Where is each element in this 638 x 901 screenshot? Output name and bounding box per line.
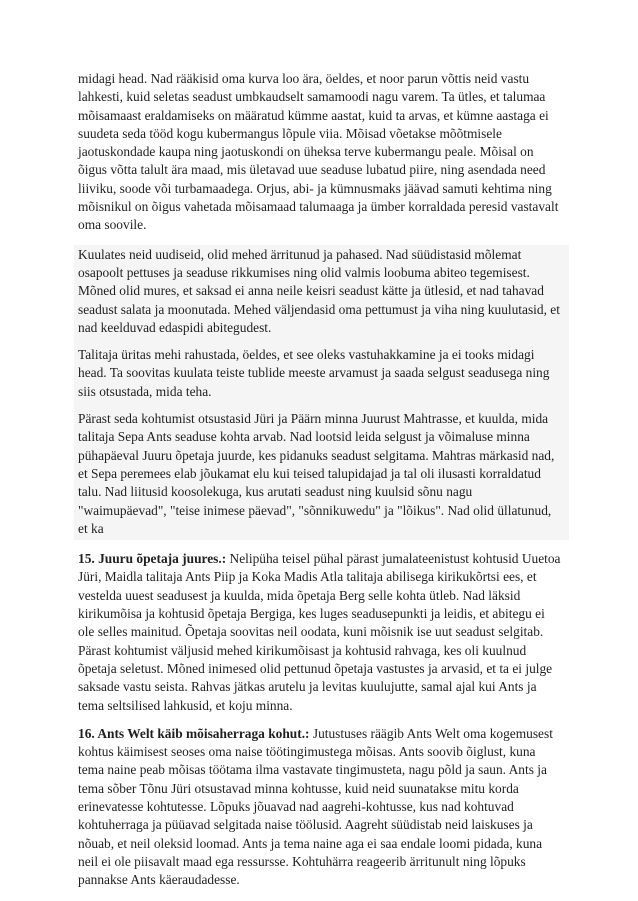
section-15-heading: 15. Juuru õpetaja juures.: [78, 551, 227, 567]
document-page [78, 70, 563, 899]
section-16-body: Jutustuses räägib Ants Welt oma kogemusest kohtus käimisest seoses oma naise töötingimustega mõisas. Ants soovib õiglust, kuna tema naine peab mõisas töötama ilma vastavate tingimusteta, nagu põld ja saun. Ants ja tema sõber Tõnu Jüri otsustavad minna kohtusse, kuid neid suunatakse mitu korda erinevatesse kohtutesse. Lõpuks jõuavad nad aagrehi-kohtusse, kus nad kohtuvad kohtuherraga ja püüavad selgitada naise töölusid. Aagreht süüdistab neid laiskuses ja nõuab, et neil oleksid loomad. Ants ja tema naine aga ei saa endale loomi pidada, kuna neil ei ole piisavalt maad ega ressursse. Kohtuhärra reageerib ärritunult ning lõpuks pannakse Ants käeraudadesse. [78, 725, 553, 888]
section-15-body: Nelipüha teisel pühal pärast jumalateenistust kohtusid Uuetoa Jüri, Maidla talitaja Ants Piip ja Koka Madis Atla talitaja abilisega kirikukõrtsi ees, et vestelda uuest seadusest ja kuulda, mida õpetaja Berg selle kohta ütleb. Nad läksid kirikumõisa ja kohtusid õpetaja Bergiga, kes luges seadusepunkti ja leidis, et abitegu ei ole selles mainitud. Õpetaja soovitas neil oodata, kuni mõisnik ise uut seadust selgitab. Pärast kohtumist väljusid mehed kirikumõisast ja kohtusid rahvaga, kes oli kuulnud õpetaja seletust. Mõned inimesed olid pettunud õpetaja vastustes ja arvasid, et ta ei julge saksade vastu seista. Rahvas jätkas arutelu ja levitas kuulujutte, samal ajal kui Ants ja tema seltsilised lahkusid, et koju minna. [78, 551, 561, 713]
highlighted-section [74, 245, 569, 540]
paragraph-manor-law-report: midagi head. Nad rääkisid oma kurva loo ära, öeldes, et noor parun võttis neid vastu lahkesti, kuid seletas seadust umbkaudselt samamoodi nagu varem. Ta ütles, et talumaa mõisamaast eraldamiseks on määratud kümme aastat, kuid ta arvas, et kümne aastaga ei suudeta seda tööd kogu kubermangus lõpule viia. Mõisad võetakse mõõtmisele jaotuskondade kaupa ning jaotuskondi on üheksa terve kubermangu peale. Mõisal on õigus võtta talult ära maad, mis ületavad uue seaduse lubatud piire, ning asendada need liiviku, soode või turbamaadega. Orjus, abi- ja kümnusmaks jäävad samuti kehtima ning mõisnikul on õigus vahetada mõisamaad talumaaga ja ümber korraldada peresid vastavalt oma soovile. [78, 71, 559, 233]
paragraph-talitaja-calms: Talitaja üritas mehi rahustada, öeldes, et see oleks vastuhakkamine ja ei tooks midagi head. Ta soovitas kuulata teiste tublide meeste arvamust ja saada selgust seadusega ning siis otsustada, mida teha. [78, 347, 550, 399]
paragraph-gap [78, 401, 563, 410]
paragraph-gap [78, 337, 563, 346]
section-16-heading: 16. Ants Welt käib mõisaherraga kohut.: [78, 725, 310, 741]
paragraph-men-upset: Kuulates neid uudiseid, olid mehed ärritunud ja pahased. Nad süüdistasid mõlemat osapoolt pettuses ja seaduse rikkumises ning olid valmis loobuma abiteo tegemisest. Mõned olid mures, et saksad ei anna neile keisri seadust kätte ja ütlesid, et nad tahavad seadust salata ja moonutada. Mehed väljendasid oma pettumust ja viha ning kuulutasid, et nad keelduvad edaspidi abitegudest. [78, 246, 560, 335]
section-16-paragraph [78, 725, 563, 890]
section-15-paragraph [78, 550, 563, 715]
paragraph-mahtra-visit: Pärast seda kohtumist otsustasid Jüri ja Päärn minna Juurust Mahtrasse, et kuulda, mida talitaja Sepa Ants seaduse kohta arvab. Nad lootsid leida selgust ja võimaluse minna pühapäeval Juuru õpetaja juurde, kes pidanuks seadust selgitama. Mahtras märkasid nad, et Sepa peremees elab jõukamat elu kui teised talupidajad ja tal oli ilusasti korraldatud talu. Nad liitusid koosolekuga, kus arutati seadust ning kuulsid sõnu nagu "waimupäevad", "teise inimese päevad", "sõnnikuwedu" ja "lõikus". Nad olid üllatunud, et ka [78, 411, 555, 536]
